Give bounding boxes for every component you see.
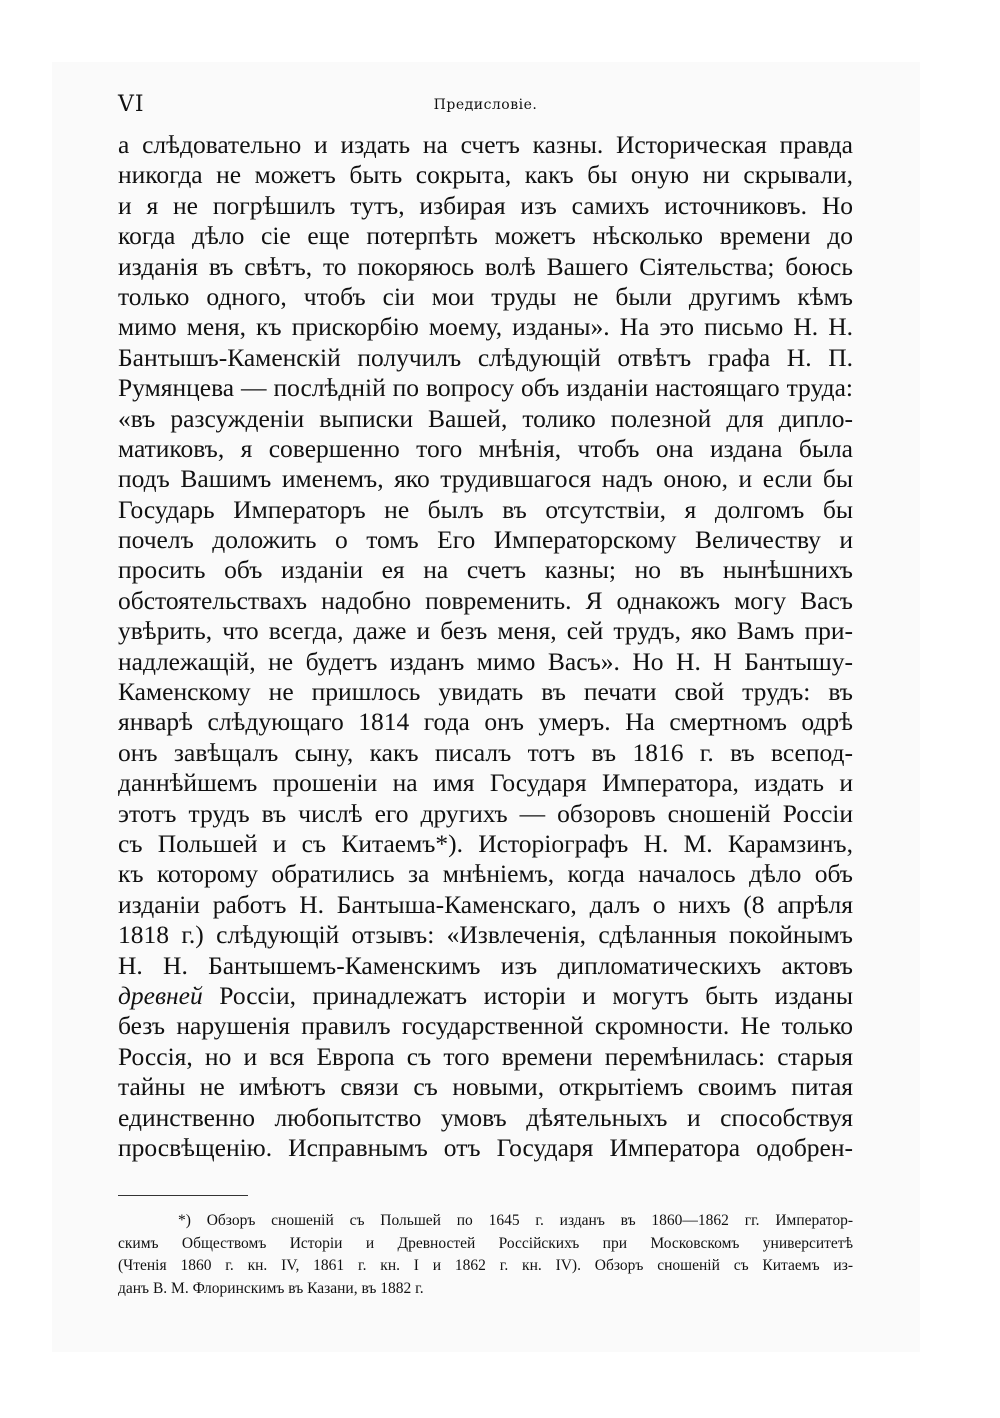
text-line: безъ нарушенія правилъ государственной скромности. Не только bbox=[118, 1011, 853, 1041]
body-text bbox=[118, 130, 853, 1163]
text-line: почелъ доложить о томъ Его Императорскому Величеству и bbox=[118, 525, 853, 555]
text-line: просить объ изданіи ея на счетъ казны; но въ нынѣшнихъ bbox=[118, 555, 853, 585]
running-title: Предисловіе. bbox=[433, 97, 538, 113]
text-line: мимо меня, къ прискорбію моему, изданы». На это письмо Н. Н. bbox=[118, 312, 853, 342]
footnote-line: данъ В. М. Флоринскимъ въ Казани, въ 1882 г. bbox=[118, 1279, 424, 1297]
text-line: увѣрить, что всегда, даже и безъ меня, сей трудъ, яко Вамъ при- bbox=[118, 616, 853, 646]
text-line: тайны не имѣютъ связи съ новыми, открытіемъ своимъ питая bbox=[118, 1072, 853, 1102]
text-line: обстоятельствахъ надобно повременить. Я однакожъ могу Васъ bbox=[118, 585, 853, 615]
text-line: изданіи работъ Н. Бантыша-Каменскаго, далъ о нихъ (8 апрѣля bbox=[118, 889, 853, 919]
footnote-divider bbox=[118, 1195, 248, 1196]
text-line: Россія, но и вся Европа съ того времени перемѣнилась: старыя bbox=[118, 1041, 853, 1071]
text-line: подъ Вашимъ именемъ, яко трудившагося надъ оною, и если бы bbox=[118, 464, 853, 494]
footnote-line: скимъ Обществомъ Исторіи и Древностей Россійскихъ при Московскомъ университетѣ bbox=[118, 1234, 853, 1252]
text-line: январѣ слѣдующаго 1814 года онъ умеръ. На смертномъ одрѣ bbox=[118, 707, 853, 737]
text-line: просвѣщенію. Исправнымъ отъ Государя Императора одобрен- bbox=[118, 1132, 853, 1162]
footnote-line: *) Обзоръ сношеній съ Польшей по 1645 г. изданъ въ 1860—1862 гг. Император- bbox=[178, 1212, 853, 1229]
text-line: этотъ трудъ въ числѣ его другихъ — обзоровъ сношеній Россіи bbox=[118, 798, 853, 828]
text-line: никогда не можетъ быть сокрыта, какъ бы оную ни скрывали, bbox=[118, 160, 853, 190]
text-line: Государь Императоръ не былъ въ отсутствіи, я долгомъ бы bbox=[118, 494, 853, 524]
italic-line-rest: Россіи, принадлежатъ исторіи и могутъ быть изданы bbox=[202, 980, 853, 1010]
page-header bbox=[118, 92, 853, 122]
italic-word: древней bbox=[118, 980, 203, 1010]
text-line: онъ завѣщалъ сыну, какъ писалъ тотъ въ 1816 г. въ всепод- bbox=[118, 737, 853, 767]
text-line: матиковъ, я совершенно того мнѣнія, чтобъ она издана была bbox=[118, 433, 853, 463]
text-line: Н. Н. Бантышемъ-Каменскимъ изъ дипломатическихъ актовъ bbox=[118, 950, 853, 980]
footnote bbox=[118, 1210, 853, 1300]
text-line: «въ разсужденіи выписки Вашей, толико полезной для дипло- bbox=[118, 403, 853, 433]
text-line: единственно любопытство умовъ дѣятельныхъ и способствуя bbox=[118, 1102, 853, 1132]
text-line: къ которому обратились за мнѣніемъ, когда началось дѣло объ bbox=[118, 859, 853, 889]
text-line: даннѣйшемъ прошеніи на имя Государя Императора, издать и bbox=[118, 768, 853, 798]
text-line: изданія въ свѣтъ, то покоряюсь волѣ Вашего Сіятельства; боюсь bbox=[118, 251, 853, 281]
text-line: съ Польшей и съ Китаемъ*). Исторіографъ Н. М. Карамзинъ, bbox=[118, 828, 853, 858]
text-line: надлежащій, не будетъ изданъ мимо Васъ». Но Н. Н Бантышу- bbox=[118, 646, 853, 676]
text-line: Румянцева — послѣдній по вопросу объ изданіи настоящаго труда: bbox=[118, 373, 853, 403]
text-line: когда дѣло сіе еще потерпѣть можетъ нѣсколько времени до bbox=[118, 221, 853, 251]
text-line: а слѣдовательно и издать на счетъ казны. Историческая правда bbox=[118, 130, 853, 159]
text-line: 1818 г.) слѣдующій отзывъ: «Извлеченія, сдѣланныя покойнымъ bbox=[118, 920, 853, 950]
text-line: только одного, чтобъ сіи мои труды не были другимъ кѣмъ bbox=[118, 281, 853, 311]
text-line-italic bbox=[118, 981, 853, 1011]
text-line: и я не погрѣшилъ тутъ, избирая изъ самихъ источниковъ. Но bbox=[118, 190, 853, 220]
page-number: VI bbox=[118, 92, 145, 117]
footnote-line: (Чтенія 1860 г. кн. IV, 1861 г. кн. I и 1862 г. кн. IV). Обзоръ сношеній съ Китаемъ из- bbox=[118, 1257, 853, 1274]
text-line: Бантышъ-Каменскій получилъ слѣдующій отвѣтъ графа Н. П. bbox=[118, 342, 853, 372]
text-line: Каменскому не пришлось увидать въ печати свой трудъ: въ bbox=[118, 677, 853, 707]
